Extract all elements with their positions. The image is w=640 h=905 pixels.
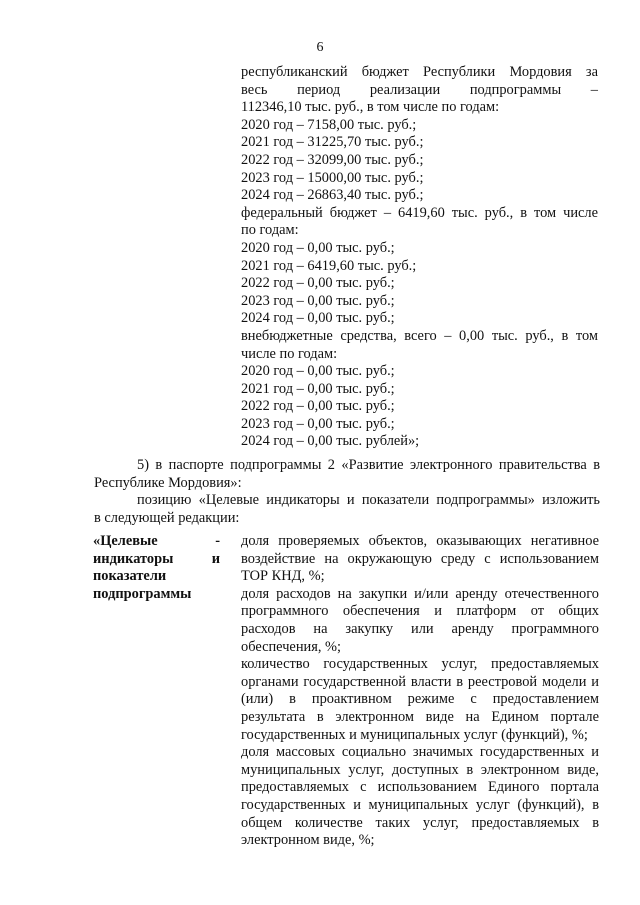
financing-line: 2022 год – 0,00 тыс. руб.;	[241, 398, 395, 415]
financing-line: федеральный бюджет – 6419,60 тыс. руб., в том числе	[241, 204, 598, 221]
financing-line: республиканский бюджет Республики Мордовия за	[241, 64, 598, 80]
position-line-2: в следующей редакции:	[94, 509, 240, 526]
financing-block	[241, 64, 598, 451]
financing-line: 2024 год – 26863,40 тыс. руб.;	[241, 187, 424, 204]
indicators-label-line: подпрограммы	[93, 585, 192, 602]
financing-line: 2021 год – 6419,60 тыс. руб.;	[241, 257, 417, 274]
page-number: 6	[316, 40, 324, 55]
indicator-item: доля проверяемых объектов, оказывающих негативное воздействие на окружающую среду с использованием ТОР КНД, %;	[241, 533, 599, 585]
financing-line: 112346,10 тыс. руб., в том числе по годам:	[241, 99, 500, 116]
financing-line: 2023 год – 0,00 тыс. руб.;	[241, 415, 395, 432]
indicator-item: доля расходов на закупки и/или аренду отечественного программного обеспечения и платформ от общих расходов на закупку или аренду программного обеспечения, %;	[241, 585, 599, 655]
indicator-item: доля массовых социально значимых государственных и муниципальных услуг, доступных в электронном виде, предоставляемых с использованием Единого портала государственных и муниципальных услуг (функций), в общем количестве таких услуг, предоставляемых в электронном виде, %;	[241, 744, 599, 849]
financing-line: 2023 год – 15000,00 тыс. руб.;	[241, 169, 424, 186]
financing-line: 2020 год – 0,00 тыс. руб.;	[241, 363, 395, 380]
indicators-list	[241, 533, 599, 850]
financing-line: внебюджетные средства, всего – 0,00 тыс. руб., в том	[241, 327, 598, 344]
financing-line: 2020 год – 0,00 тыс. руб.;	[241, 239, 395, 256]
position-paragraph	[94, 492, 600, 527]
item-5-paragraph	[94, 457, 600, 492]
financing-line: 2024 год – 0,00 тыс. руб.;	[241, 310, 395, 327]
position-line-1: позицию «Целевые индикаторы и показатели подпрограммы» изложить	[137, 492, 600, 508]
indicators-label-line: показатели	[93, 568, 167, 585]
financing-line: по годам:	[241, 222, 299, 239]
financing-line: 2021 год – 0,00 тыс. руб.;	[241, 380, 395, 397]
indicators-label-line: «Целевые -	[93, 533, 220, 549]
financing-line: 2023 год – 0,00 тыс. руб.;	[241, 292, 395, 309]
indicators-label-line: индикаторы и	[93, 550, 220, 567]
financing-line: 2021 год – 31225,70 тыс. руб.;	[241, 134, 424, 151]
financing-line: 2022 год – 32099,00 тыс. руб.;	[241, 151, 424, 168]
financing-line: 2020 год – 7158,00 тыс. руб.;	[241, 116, 417, 133]
item-5-text: 5) в паспорте подпрограммы 2 «Развитие электронного правительства в Республике Мордовия»:	[94, 457, 600, 491]
financing-line: весь период реализации подпрограммы –	[241, 81, 598, 98]
indicators-label	[93, 533, 220, 603]
financing-line: 2022 год – 0,00 тыс. руб.;	[241, 275, 395, 292]
indicator-item: количество государственных услуг, предоставляемых органами государственной власти в реестровой модели и (или) в проактивном режиме с предоставлением результата в электронном виде на Едином портале государственных и муниципальных услуг (функций), %;	[241, 656, 599, 743]
financing-line: числе по годам:	[241, 345, 338, 362]
financing-line: 2024 год – 0,00 тыс. рублей»;	[241, 433, 420, 450]
